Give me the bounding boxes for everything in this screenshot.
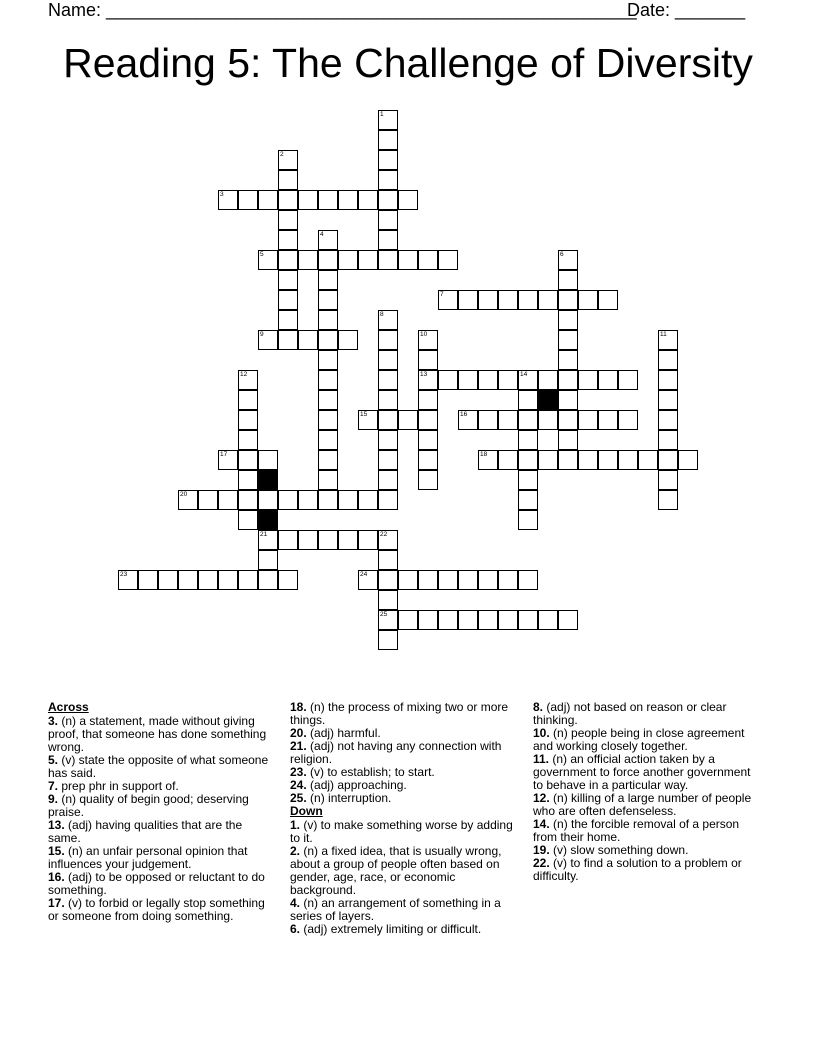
grid-cell[interactable]: [318, 450, 338, 470]
grid-cell[interactable]: [518, 510, 538, 530]
grid-cell[interactable]: [378, 450, 398, 470]
grid-cell[interactable]: [318, 530, 338, 550]
across-clue-list-b: [290, 701, 518, 805]
grid-cell[interactable]: [238, 490, 258, 510]
grid-cell[interactable]: [198, 490, 218, 510]
grid-cell[interactable]: [418, 610, 438, 630]
grid-cell[interactable]: [558, 350, 578, 370]
grid-cell[interactable]: [518, 370, 538, 390]
grid-cell[interactable]: [318, 330, 338, 350]
grid-cell[interactable]: [538, 370, 558, 390]
across-heading: Across: [48, 700, 89, 714]
grid-cell[interactable]: [318, 190, 338, 210]
clue-number-label: 5: [260, 251, 264, 258]
grid-cell[interactable]: [278, 570, 298, 590]
grid-cell[interactable]: [258, 250, 278, 270]
grid-cell[interactable]: [398, 410, 418, 430]
grid-cell[interactable]: [518, 490, 538, 510]
clue-number-label: 20: [180, 491, 188, 498]
grid-cell[interactable]: [378, 630, 398, 650]
clue-number-label: 18: [480, 451, 488, 458]
grid-cell[interactable]: [278, 330, 298, 350]
clue-number-label: 4: [320, 231, 324, 238]
grid-cell[interactable]: [478, 570, 498, 590]
grid-cell[interactable]: [518, 290, 538, 310]
clue-across-9: 9. (n) quality of begin good; deserving praise.: [48, 792, 249, 819]
grid-cell[interactable]: [278, 190, 298, 210]
grid-cell[interactable]: [418, 470, 438, 490]
grid-cell[interactable]: [258, 570, 278, 590]
grid-cell[interactable]: [378, 570, 398, 590]
grid-cell[interactable]: [278, 170, 298, 190]
clue-across-18: 18. (n) the process of mixing two or more things.: [290, 700, 509, 727]
clue-across-15: 15. (n) an unfair personal opinion that influences your judgement.: [48, 844, 248, 871]
grid-cell[interactable]: [418, 350, 438, 370]
grid-cell[interactable]: [378, 410, 398, 430]
grid-cell[interactable]: [118, 570, 138, 590]
grid-cell[interactable]: [278, 230, 298, 250]
grid-cell[interactable]: [378, 250, 398, 270]
clues-column-3: [533, 701, 761, 883]
clues-column-2: [290, 701, 518, 936]
clue-number-label: 13: [420, 371, 428, 378]
grid-cell[interactable]: [578, 450, 598, 470]
grid-cell[interactable]: [378, 170, 398, 190]
grid-block-cell: [258, 470, 278, 490]
clue-across-17: 17. (v) to forbid or legally stop something or someone from doing something.: [48, 896, 265, 923]
grid-cell[interactable]: [378, 550, 398, 570]
grid-cell[interactable]: [598, 370, 618, 390]
grid-cell[interactable]: [298, 250, 318, 270]
clue-number-label: 2: [280, 151, 284, 158]
grid-cell[interactable]: [378, 190, 398, 210]
grid-cell[interactable]: [538, 410, 558, 430]
grid-cell[interactable]: [558, 450, 578, 470]
grid-cell[interactable]: [658, 450, 678, 470]
clue-number-label: 16: [460, 411, 468, 418]
grid-cell[interactable]: [238, 390, 258, 410]
grid-cell[interactable]: [418, 390, 438, 410]
grid-cell[interactable]: [318, 250, 338, 270]
grid-cell[interactable]: [338, 490, 358, 510]
grid-cell[interactable]: [238, 430, 258, 450]
grid-cell[interactable]: [238, 570, 258, 590]
grid-cell[interactable]: [298, 530, 318, 550]
grid-cell[interactable]: [298, 490, 318, 510]
clue-number-label: 6: [560, 251, 564, 258]
grid-cell[interactable]: [658, 330, 678, 350]
grid-cell[interactable]: [378, 330, 398, 350]
clue-down-10: 10. (n) people being in close agreement and working closely together.: [533, 726, 745, 753]
grid-cell[interactable]: [478, 410, 498, 430]
grid-cell[interactable]: [418, 370, 438, 390]
clue-down-2: 2. (n) a fixed idea, that is usually wrong, about a group of people often based on gender, age, race, or economic background.: [290, 844, 502, 897]
grid-cell[interactable]: [318, 390, 338, 410]
clue-across-21: 21. (adj) not having any connection with religion.: [290, 739, 502, 766]
grid-cell[interactable]: [478, 610, 498, 630]
grid-cell[interactable]: [658, 470, 678, 490]
grid-cell[interactable]: [618, 410, 638, 430]
grid-cell[interactable]: [258, 530, 278, 550]
clue-number-label: 3: [220, 191, 224, 198]
clue-number-label: 12: [240, 371, 248, 378]
clue-number-label: 25: [380, 611, 388, 618]
grid-cell[interactable]: [178, 570, 198, 590]
grid-cell[interactable]: [238, 370, 258, 390]
grid-cell[interactable]: [658, 430, 678, 450]
grid-cell[interactable]: [518, 570, 538, 590]
grid-cell[interactable]: [618, 450, 638, 470]
down-clue-list-b: [533, 701, 761, 883]
grid-cell[interactable]: [218, 450, 238, 470]
grid-cell[interactable]: [438, 290, 458, 310]
clue-number-label: 15: [360, 411, 368, 418]
clue-down-12: 12. (n) killing of a large number of people who are often defenseless.: [533, 791, 752, 818]
grid-cell[interactable]: [218, 190, 238, 210]
grid-cell[interactable]: [338, 330, 358, 350]
clue-down-14: 14. (n) the forcible removal of a person from their home.: [533, 817, 740, 844]
date-field[interactable]: Date: _______: [627, 0, 746, 20]
clue-number-label: 23: [120, 571, 128, 578]
grid-cell[interactable]: [378, 110, 398, 130]
grid-cell[interactable]: [258, 550, 278, 570]
grid-cell[interactable]: [378, 470, 398, 490]
grid-cell[interactable]: [358, 570, 378, 590]
grid-cell[interactable]: [278, 210, 298, 230]
grid-cell[interactable]: [318, 470, 338, 490]
grid-cell[interactable]: [398, 190, 418, 210]
grid-cell[interactable]: [278, 150, 298, 170]
grid-cell[interactable]: [358, 490, 378, 510]
grid-cell[interactable]: [558, 290, 578, 310]
grid-cell[interactable]: [438, 370, 458, 390]
grid-cell[interactable]: [318, 410, 338, 430]
page-title: Reading 5: The Challenge of Diversity: [63, 40, 753, 86]
grid-cell[interactable]: [358, 190, 378, 210]
grid-cell[interactable]: [418, 450, 438, 470]
grid-cell[interactable]: [398, 610, 418, 630]
grid-block-cell: [538, 390, 558, 410]
grid-cell[interactable]: [438, 610, 458, 630]
grid-cell[interactable]: [518, 610, 538, 630]
clue-number-label: 9: [260, 331, 264, 338]
grid-cell[interactable]: [198, 570, 218, 590]
grid-cell[interactable]: [238, 450, 258, 470]
grid-cell[interactable]: [418, 250, 438, 270]
grid-cell[interactable]: [498, 610, 518, 630]
grid-cell[interactable]: [518, 390, 538, 410]
grid-cell[interactable]: [258, 490, 278, 510]
grid-cell[interactable]: [318, 230, 338, 250]
clue-number-label: 8: [380, 311, 384, 318]
grid-cell[interactable]: [518, 410, 538, 430]
clue-number-label: 7: [440, 291, 444, 298]
grid-cell[interactable]: [278, 270, 298, 290]
clue-down-4: 4. (n) an arrangement of something in a series of layers.: [290, 896, 501, 923]
clue-down-22: 22. (v) to find a solution to a problem or difficulty.: [533, 856, 742, 883]
grid-cell[interactable]: [658, 370, 678, 390]
grid-cell[interactable]: [378, 230, 398, 250]
grid-cell[interactable]: [318, 490, 338, 510]
grid-cell[interactable]: [338, 190, 358, 210]
grid-cell[interactable]: [318, 290, 338, 310]
grid-cell[interactable]: [418, 570, 438, 590]
grid-cell[interactable]: [158, 570, 178, 590]
grid-cell[interactable]: [498, 450, 518, 470]
clue-number-label: 24: [360, 571, 368, 578]
grid-cell[interactable]: [558, 390, 578, 410]
grid-cell[interactable]: [638, 450, 658, 470]
grid-cell[interactable]: [458, 290, 478, 310]
grid-cell[interactable]: [258, 450, 278, 470]
grid-cell[interactable]: [138, 570, 158, 590]
grid-cell[interactable]: [438, 250, 458, 270]
grid-cell[interactable]: [498, 410, 518, 430]
grid-cell[interactable]: [378, 430, 398, 450]
clues-column-1: [48, 701, 276, 923]
clue-number-label: 14: [520, 371, 528, 378]
grid-cell[interactable]: [658, 390, 678, 410]
grid-cell[interactable]: [458, 570, 478, 590]
across-clue-list-a: [48, 715, 276, 923]
grid-cell[interactable]: [358, 250, 378, 270]
down-heading: Down: [290, 804, 323, 818]
grid-cell[interactable]: [618, 370, 638, 390]
grid-cell[interactable]: [318, 350, 338, 370]
grid-cell[interactable]: [238, 410, 258, 430]
grid-cell[interactable]: [558, 250, 578, 270]
grid-cell[interactable]: [338, 530, 358, 550]
grid-cell[interactable]: [458, 370, 478, 390]
grid-cell[interactable]: [378, 530, 398, 550]
clue-number-label: 1: [380, 111, 384, 118]
clue-down-6: 6. (adj) extremely limiting or difficult.: [290, 922, 482, 936]
grid-cell[interactable]: [378, 490, 398, 510]
clue-across-25: 25. (n) interruption.: [290, 791, 392, 805]
grid-cell[interactable]: [378, 150, 398, 170]
grid-cell[interactable]: [418, 410, 438, 430]
grid-cell[interactable]: [678, 450, 698, 470]
clue-across-3: 3. (n) a statement, made without giving proof, that someone has done something wrong.: [48, 714, 267, 754]
grid-cell[interactable]: [318, 430, 338, 450]
grid-cell[interactable]: [238, 190, 258, 210]
grid-cell[interactable]: [218, 490, 238, 510]
grid-cell[interactable]: [258, 190, 278, 210]
grid-cell[interactable]: [398, 570, 418, 590]
clue-number-label: 17: [220, 451, 228, 458]
grid-cell[interactable]: [278, 290, 298, 310]
clue-number-label: 10: [420, 331, 428, 338]
grid-cell[interactable]: [538, 450, 558, 470]
grid-cell[interactable]: [658, 410, 678, 430]
grid-cell[interactable]: [378, 390, 398, 410]
clue-across-7: 7. prep phr in support of.: [48, 779, 179, 793]
grid-block-cell: [258, 510, 278, 530]
grid-cell[interactable]: [278, 250, 298, 270]
clue-down-11: 11. (n) an official action taken by a government to force another government to behave in a particular way.: [533, 752, 751, 792]
grid-cell[interactable]: [298, 190, 318, 210]
grid-cell[interactable]: [658, 350, 678, 370]
grid-cell[interactable]: [598, 290, 618, 310]
grid-cell[interactable]: [558, 610, 578, 630]
grid-cell[interactable]: [378, 590, 398, 610]
grid-cell[interactable]: [558, 430, 578, 450]
grid-cell[interactable]: [378, 350, 398, 370]
grid-cell[interactable]: [378, 130, 398, 150]
clue-number-label: 11: [660, 331, 667, 338]
grid-cell[interactable]: [578, 290, 598, 310]
grid-cell[interactable]: [498, 290, 518, 310]
grid-cell[interactable]: [558, 410, 578, 430]
grid-cell[interactable]: [578, 370, 598, 390]
clue-across-20: 20. (adj) harmful.: [290, 726, 381, 740]
grid-cell[interactable]: [218, 570, 238, 590]
grid-cell[interactable]: [418, 330, 438, 350]
grid-cell[interactable]: [558, 310, 578, 330]
grid-cell[interactable]: [518, 450, 538, 470]
grid-cell[interactable]: [378, 610, 398, 630]
clue-across-24: 24. (adj) approaching.: [290, 778, 407, 792]
grid-cell[interactable]: [278, 530, 298, 550]
grid-cell[interactable]: [478, 290, 498, 310]
grid-cell[interactable]: [498, 370, 518, 390]
grid-cell[interactable]: [278, 490, 298, 510]
clue-down-19: 19. (v) slow something down.: [533, 843, 689, 857]
grid-cell[interactable]: [498, 570, 518, 590]
grid-cell[interactable]: [238, 510, 258, 530]
grid-cell[interactable]: [518, 430, 538, 450]
grid-cell[interactable]: [438, 570, 458, 590]
grid-cell[interactable]: [298, 330, 318, 350]
grid-cell[interactable]: [278, 310, 298, 330]
grid-cell[interactable]: [178, 490, 198, 510]
grid-cell[interactable]: [258, 330, 278, 350]
clue-down-8: 8. (adj) not based on reason or clear thinking.: [533, 700, 727, 727]
grid-cell[interactable]: [458, 610, 478, 630]
clue-number-label: 21: [260, 531, 268, 538]
clue-down-1: 1. (v) to make something worse by adding to it.: [290, 818, 513, 845]
grid-cell[interactable]: [558, 370, 578, 390]
clue-number-label: 22: [380, 531, 388, 538]
grid-cell[interactable]: [478, 450, 498, 470]
down-clue-list-a: [290, 819, 518, 936]
clue-across-16: 16. (adj) to be opposed or reluctant to do something.: [48, 870, 265, 897]
grid-cell[interactable]: [378, 210, 398, 230]
grid-cell[interactable]: [598, 410, 618, 430]
grid-cell[interactable]: [558, 270, 578, 290]
grid-cell[interactable]: [658, 490, 678, 510]
grid-cell[interactable]: [378, 310, 398, 330]
grid-cell[interactable]: [558, 330, 578, 350]
grid-cell[interactable]: [398, 250, 418, 270]
name-field[interactable]: Name: _____________________________________________________: [48, 0, 637, 20]
grid-cell[interactable]: [318, 270, 338, 290]
grid-cell[interactable]: [518, 470, 538, 490]
grid-cell[interactable]: [418, 430, 438, 450]
clue-across-23: 23. (v) to establish; to start.: [290, 765, 435, 779]
grid-cell[interactable]: [378, 370, 398, 390]
grid-cell[interactable]: [578, 410, 598, 430]
grid-cell[interactable]: [538, 290, 558, 310]
grid-cell[interactable]: [538, 610, 558, 630]
clue-across-13: 13. (adj) having qualities that are the same.: [48, 818, 243, 845]
grid-cell[interactable]: [358, 530, 378, 550]
grid-cell[interactable]: [598, 450, 618, 470]
grid-cell[interactable]: [358, 410, 378, 430]
grid-cell[interactable]: [458, 410, 478, 430]
grid-cell[interactable]: [238, 470, 258, 490]
grid-cell[interactable]: [318, 310, 338, 330]
clue-across-5: 5. (v) state the opposite of what someone has said.: [48, 753, 269, 780]
grid-cell[interactable]: [318, 370, 338, 390]
grid-cell[interactable]: [478, 370, 498, 390]
grid-cell[interactable]: [338, 250, 358, 270]
